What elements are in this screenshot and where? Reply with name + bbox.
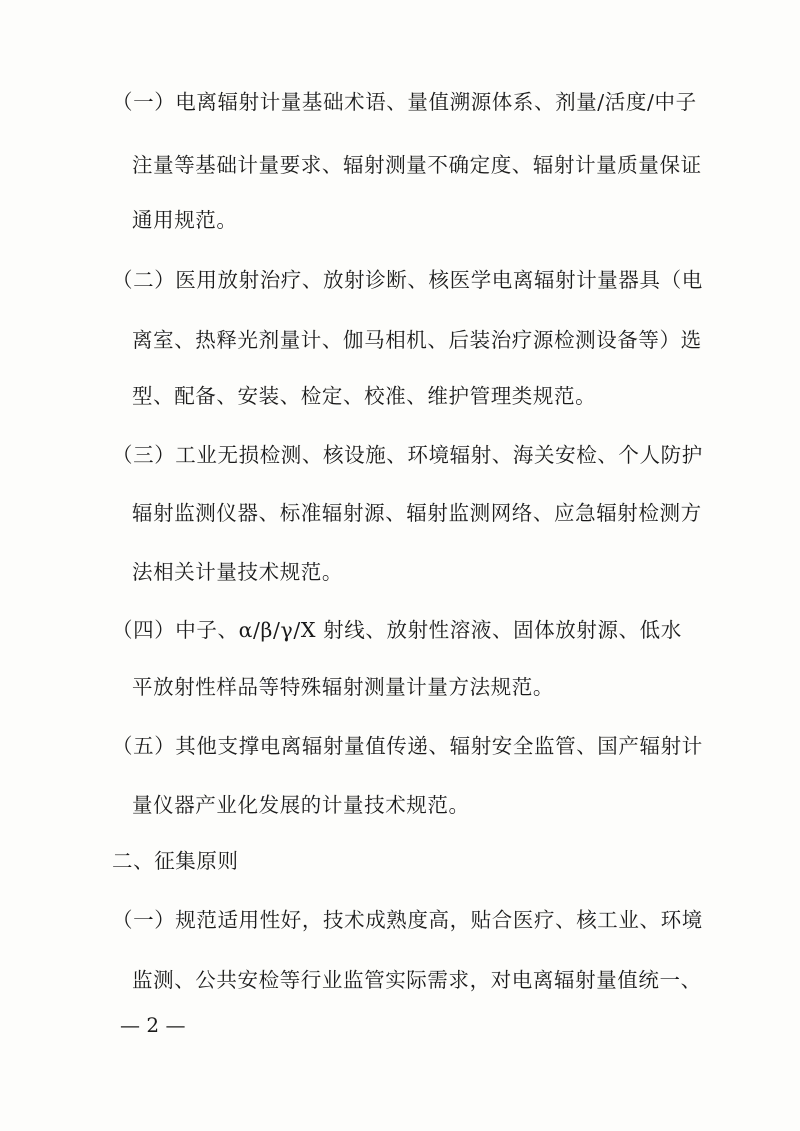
text-line: （三）工业无损检测、核设施、环境辐射、海关安检、个人防护 (112, 443, 703, 467)
page-number: — 2 — (120, 1013, 186, 1037)
text-line: 型、配备、安装、检定、校准、维护管理类规范。 (132, 384, 597, 408)
text-line: （一）电离辐射计量基础术语、量值溯源体系、剂量/活度/中子 (112, 90, 697, 114)
text-line: 监测、公共安检等行业监管实际需求，对电离辐射量值统一、 (132, 968, 702, 992)
text-line: 辐射监测仪器、标准辐射源、辐射监测网络、应急辐射检测方 (132, 501, 702, 525)
section-heading: 二、征集原则 (112, 849, 239, 873)
text-line: 法相关计量技术规范。 (132, 560, 343, 584)
text-line: （二）医用放射治疗、放射诊断、核医学电离辐射计量器具（电 (112, 268, 703, 292)
text-line: 量仪器产业化发展的计量技术规范。 (132, 793, 470, 817)
text-line: （四）中子、α/β/γ/X 射线、放射性溶液、固体放射源、低水 (112, 618, 682, 642)
text-line: 平放射性样品等特殊辐射测量计量方法规范。 (132, 675, 554, 699)
text-line: 离室、热释光剂量计、伽马相机、后装治疗源检测设备等）选 (132, 328, 702, 352)
text-line: 注量等基础计量要求、辐射测量不确定度、辐射计量质量保证 (132, 153, 702, 177)
text-line: 通用规范。 (132, 208, 238, 232)
text-line: （五）其他支撑电离辐射量值传递、辐射安全监管、国产辐射计 (112, 734, 703, 758)
text-line: （一）规范适用性好，技术成熟度高，贴合医疗、核工业、环境 (112, 908, 703, 932)
